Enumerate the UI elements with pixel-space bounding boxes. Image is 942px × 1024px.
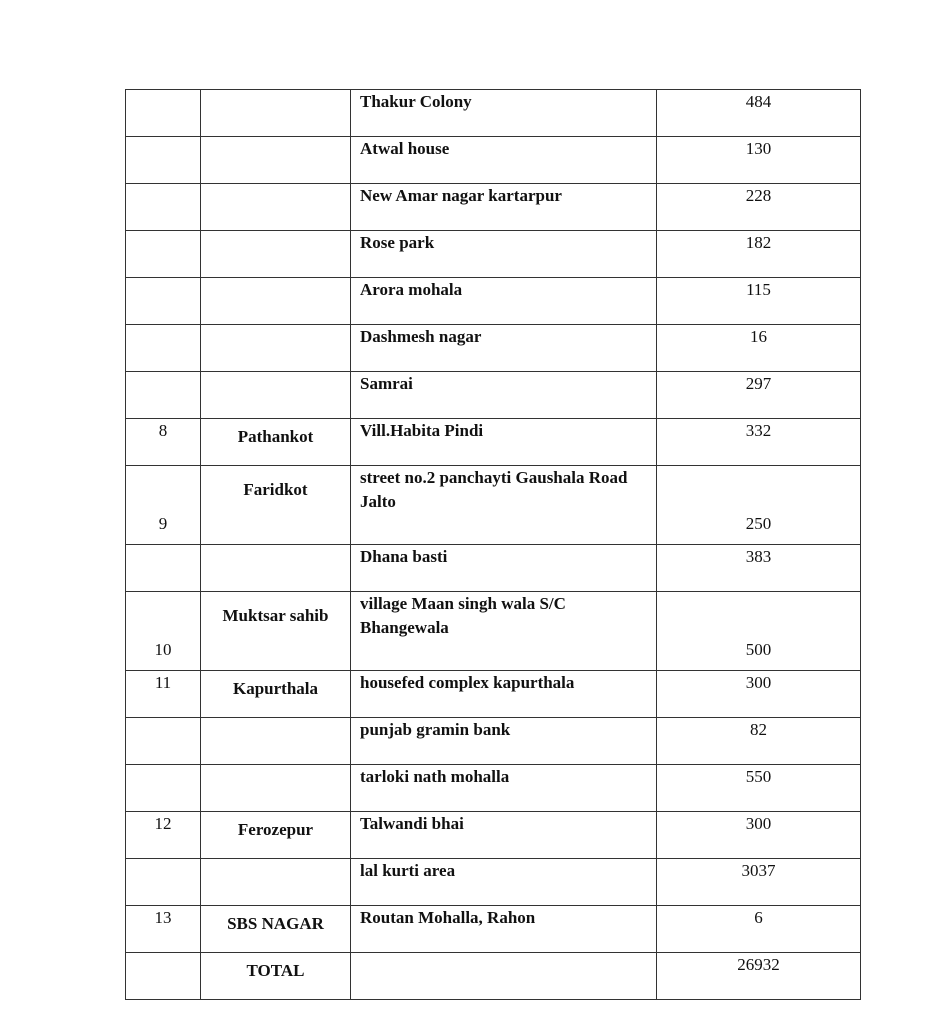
serial-number-cell: 8	[126, 419, 201, 466]
count-cell: 332	[657, 419, 861, 466]
serial-number-cell: 12	[126, 812, 201, 859]
count-cell: 130	[657, 137, 861, 184]
count-cell: 500	[657, 592, 861, 671]
table-row	[126, 466, 861, 545]
serial-number-cell	[126, 231, 201, 278]
location-cell: Arora mohala	[351, 278, 657, 325]
table-row	[126, 90, 861, 137]
data-table	[125, 89, 861, 1000]
district-cell	[201, 765, 351, 812]
location-cell: lal kurti area	[351, 859, 657, 906]
serial-number-cell	[126, 859, 201, 906]
table-row	[126, 765, 861, 812]
location-cell: Atwal house	[351, 137, 657, 184]
serial-number-cell	[126, 278, 201, 325]
table-row	[126, 906, 861, 953]
table-row	[126, 718, 861, 765]
location-cell	[351, 953, 657, 1000]
count-cell: 26932	[657, 953, 861, 1000]
table-row	[126, 859, 861, 906]
serial-number-cell: 10	[126, 592, 201, 671]
location-cell: Dashmesh nagar	[351, 325, 657, 372]
district-cell	[201, 184, 351, 231]
district-cell: Kapurthala	[201, 671, 351, 718]
count-cell: 383	[657, 545, 861, 592]
district-cell	[201, 372, 351, 419]
serial-number-cell: 13	[126, 906, 201, 953]
serial-number-cell: 9	[126, 466, 201, 545]
table-row	[126, 137, 861, 184]
count-cell: 484	[657, 90, 861, 137]
count-cell: 228	[657, 184, 861, 231]
count-cell: 300	[657, 671, 861, 718]
serial-number-cell	[126, 90, 201, 137]
serial-number-cell	[126, 372, 201, 419]
serial-number-cell	[126, 325, 201, 372]
count-cell: 6	[657, 906, 861, 953]
table-row	[126, 325, 861, 372]
location-cell: tarloki nath mohalla	[351, 765, 657, 812]
district-cell: Faridkot	[201, 466, 351, 545]
location-cell: Samrai	[351, 372, 657, 419]
location-cell: Talwandi bhai	[351, 812, 657, 859]
district-cell: Pathankot	[201, 419, 351, 466]
count-cell: 250	[657, 466, 861, 545]
table-body	[126, 90, 861, 1000]
district-cell: SBS NAGAR	[201, 906, 351, 953]
count-cell: 16	[657, 325, 861, 372]
table-row	[126, 545, 861, 592]
table-row	[126, 671, 861, 718]
table-row	[126, 953, 861, 1000]
location-cell: Thakur Colony	[351, 90, 657, 137]
serial-number-cell	[126, 184, 201, 231]
count-cell: 182	[657, 231, 861, 278]
district-cell	[201, 231, 351, 278]
serial-number-cell: 11	[126, 671, 201, 718]
count-cell: 297	[657, 372, 861, 419]
table-row	[126, 812, 861, 859]
district-cell	[201, 718, 351, 765]
serial-number-cell	[126, 137, 201, 184]
district-cell	[201, 859, 351, 906]
table-row	[126, 278, 861, 325]
district-cell	[201, 137, 351, 184]
location-cell: Vill.Habita Pindi	[351, 419, 657, 466]
table-row	[126, 184, 861, 231]
table-row	[126, 372, 861, 419]
table-row	[126, 419, 861, 466]
district-cell	[201, 90, 351, 137]
district-cell: Muktsar sahib	[201, 592, 351, 671]
count-cell: 115	[657, 278, 861, 325]
location-cell: punjab gramin bank	[351, 718, 657, 765]
location-cell: Rose park	[351, 231, 657, 278]
table-row	[126, 231, 861, 278]
district-cell	[201, 545, 351, 592]
location-cell: housefed complex kapurthala	[351, 671, 657, 718]
count-cell: 550	[657, 765, 861, 812]
count-cell: 300	[657, 812, 861, 859]
district-cell	[201, 278, 351, 325]
serial-number-cell	[126, 718, 201, 765]
count-cell: 3037	[657, 859, 861, 906]
location-cell: Routan Mohalla, Rahon	[351, 906, 657, 953]
serial-number-cell	[126, 545, 201, 592]
district-cell: Ferozepur	[201, 812, 351, 859]
location-cell: Dhana basti	[351, 545, 657, 592]
location-cell: street no.2 panchayti Gaushala Road Jalto	[351, 466, 657, 545]
serial-number-cell	[126, 765, 201, 812]
serial-number-cell	[126, 953, 201, 1000]
district-cell	[201, 325, 351, 372]
district-cell: TOTAL	[201, 953, 351, 1000]
location-cell: New Amar nagar kartarpur	[351, 184, 657, 231]
table-row	[126, 592, 861, 671]
location-cell: village Maan singh wala S/C Bhangewala	[351, 592, 657, 671]
count-cell: 82	[657, 718, 861, 765]
